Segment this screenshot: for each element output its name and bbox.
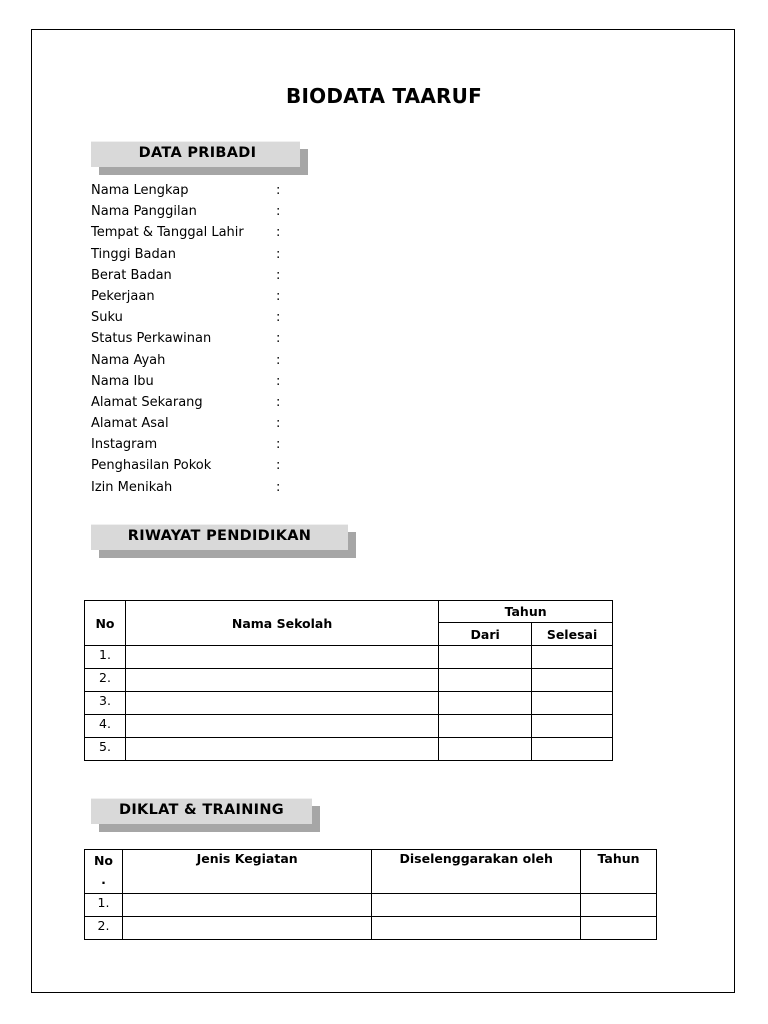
field-row bbox=[91, 265, 491, 286]
field-separator: : bbox=[276, 458, 281, 474]
field-label: Suku bbox=[91, 310, 123, 326]
field-label: Alamat Sekarang bbox=[91, 394, 203, 410]
cell-nama-sekolah[interactable] bbox=[125, 669, 438, 692]
cell-jenis-kegiatan[interactable] bbox=[122, 894, 371, 917]
field-row bbox=[91, 434, 491, 455]
cell-dari[interactable] bbox=[439, 738, 532, 761]
field-row bbox=[91, 286, 491, 307]
field-separator: : bbox=[276, 310, 281, 326]
header-no-dot: . bbox=[101, 872, 106, 887]
row-number: 1. bbox=[85, 646, 126, 669]
cell-dari[interactable] bbox=[439, 692, 532, 715]
row-number: 1. bbox=[85, 894, 123, 917]
diklat-table bbox=[84, 849, 657, 940]
field-separator: : bbox=[276, 394, 281, 410]
header-selesai: Selesai bbox=[532, 623, 613, 646]
row-number: 3. bbox=[85, 692, 126, 715]
table-row bbox=[85, 715, 613, 738]
header-no-text: No bbox=[93, 853, 113, 868]
header-no: No bbox=[85, 601, 126, 646]
field-separator: : bbox=[276, 479, 281, 495]
field-separator: : bbox=[276, 437, 281, 453]
field-separator: : bbox=[276, 246, 281, 262]
header-dari: Dari bbox=[439, 623, 532, 646]
field-row bbox=[91, 413, 491, 434]
row-number: 2. bbox=[85, 669, 126, 692]
cell-selesai[interactable] bbox=[532, 692, 613, 715]
section-header-label: RIWAYAT PENDIDIKAN bbox=[127, 528, 312, 544]
field-separator: : bbox=[276, 204, 281, 220]
field-separator: : bbox=[276, 225, 281, 241]
cell-nama-sekolah[interactable] bbox=[125, 715, 438, 738]
field-label: Nama Lengkap bbox=[91, 183, 189, 198]
field-row bbox=[91, 477, 491, 498]
field-row bbox=[91, 371, 491, 392]
cell-diselenggarakan-oleh[interactable] bbox=[372, 894, 581, 917]
header-tahun: Tahun bbox=[581, 850, 657, 894]
field-label: Tinggi Badan bbox=[91, 246, 176, 262]
table-row bbox=[85, 894, 657, 917]
cell-diselenggarakan-oleh[interactable] bbox=[372, 917, 581, 940]
cell-dari[interactable] bbox=[439, 669, 532, 692]
header-nama-sekolah: Nama Sekolah bbox=[125, 601, 438, 646]
field-label: Penghasilan Pokok bbox=[91, 458, 212, 474]
field-separator: : bbox=[276, 331, 281, 347]
row-number: 5. bbox=[85, 738, 126, 761]
cell-dari[interactable] bbox=[439, 646, 532, 669]
table-row bbox=[85, 738, 613, 761]
section-header-label: DATA PRIBADI bbox=[138, 145, 257, 161]
field-label: Nama Panggilan bbox=[91, 204, 197, 220]
field-separator: : bbox=[276, 267, 281, 283]
section-header-diklat-training bbox=[91, 798, 312, 824]
field-label: Alamat Asal bbox=[91, 416, 169, 432]
cell-selesai[interactable] bbox=[532, 669, 613, 692]
field-label: Pekerjaan bbox=[91, 288, 155, 304]
table-row bbox=[85, 917, 657, 940]
cell-nama-sekolah[interactable] bbox=[125, 646, 438, 669]
header-tahun: Tahun bbox=[439, 601, 613, 623]
field-row bbox=[91, 201, 491, 222]
field-row bbox=[91, 350, 491, 371]
cell-nama-sekolah[interactable] bbox=[125, 692, 438, 715]
table-row bbox=[85, 692, 613, 715]
page-title: BIODATA TAARUF bbox=[286, 84, 482, 108]
field-separator: : bbox=[276, 416, 281, 432]
header-diselenggarakan-oleh: Diselenggarakan oleh bbox=[372, 850, 581, 894]
field-label: Status Perkawinan bbox=[91, 331, 212, 347]
field-separator: : bbox=[276, 183, 281, 198]
cell-nama-sekolah[interactable] bbox=[125, 738, 438, 761]
cell-selesai[interactable] bbox=[532, 715, 613, 738]
field-row bbox=[91, 455, 491, 476]
header-no bbox=[85, 850, 123, 894]
cell-tahun[interactable] bbox=[581, 894, 657, 917]
cell-selesai[interactable] bbox=[532, 738, 613, 761]
section-header-data-pribadi bbox=[91, 141, 300, 167]
field-label: Izin Menikah bbox=[91, 479, 173, 495]
row-number: 4. bbox=[85, 715, 126, 738]
data-pribadi-fields bbox=[91, 180, 491, 498]
header-jenis-kegiatan: Jenis Kegiatan bbox=[122, 850, 371, 894]
cell-dari[interactable] bbox=[439, 715, 532, 738]
field-row bbox=[91, 222, 491, 243]
section-header-label: DIKLAT & TRAINING bbox=[119, 802, 284, 818]
field-separator: : bbox=[276, 352, 281, 368]
field-row bbox=[91, 392, 491, 413]
field-row bbox=[91, 328, 491, 349]
field-separator: : bbox=[276, 288, 281, 304]
pendidikan-table bbox=[84, 600, 613, 761]
field-separator: : bbox=[276, 373, 281, 389]
field-label: Nama Ibu bbox=[91, 373, 154, 389]
cell-tahun[interactable] bbox=[581, 917, 657, 940]
field-label: Nama Ayah bbox=[91, 352, 166, 368]
cell-jenis-kegiatan[interactable] bbox=[122, 917, 371, 940]
table-row bbox=[85, 646, 613, 669]
field-row bbox=[91, 307, 491, 328]
field-label: Instagram bbox=[91, 437, 158, 453]
section-header-riwayat-pendidikan bbox=[91, 524, 348, 550]
row-number: 2. bbox=[85, 917, 123, 940]
field-label: Tempat & Tanggal Lahir bbox=[91, 225, 244, 241]
field-row bbox=[91, 180, 491, 201]
table-row bbox=[85, 669, 613, 692]
field-label: Berat Badan bbox=[91, 267, 172, 283]
cell-selesai[interactable] bbox=[532, 646, 613, 669]
field-row bbox=[91, 244, 491, 265]
